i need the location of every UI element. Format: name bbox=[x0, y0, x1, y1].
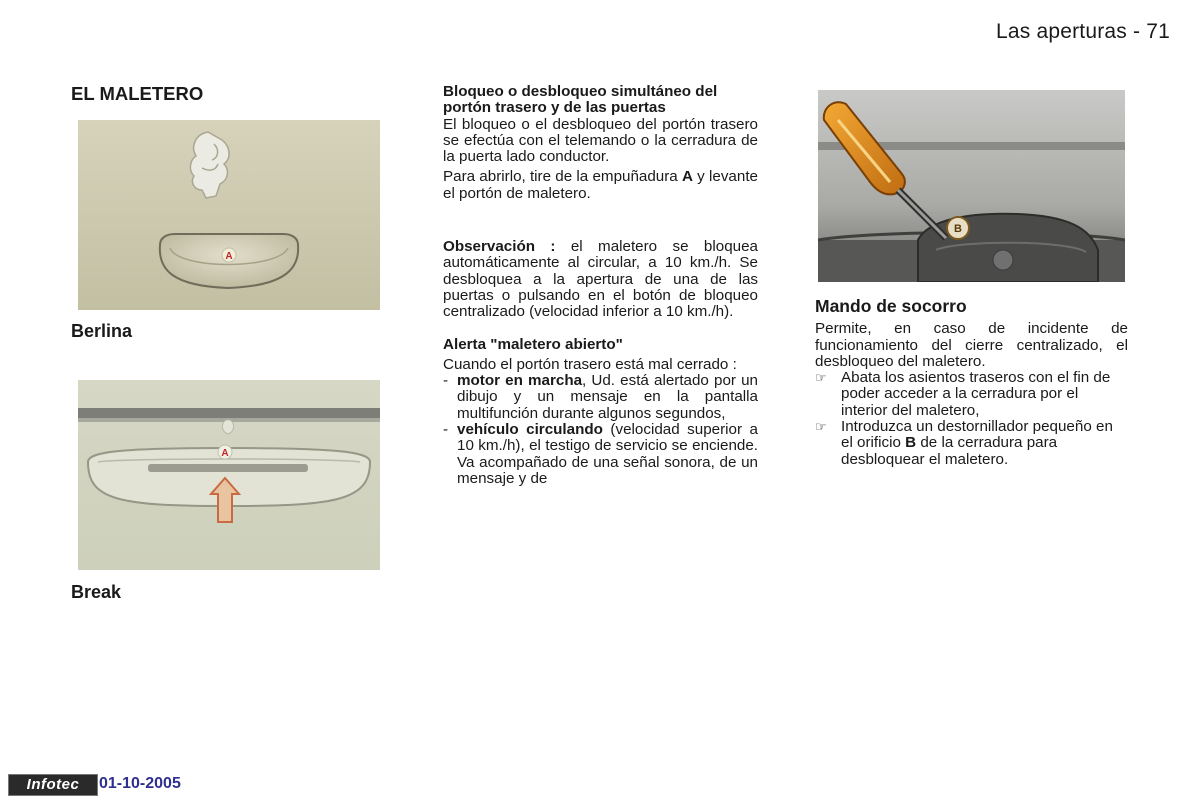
pointing-hand-icon: ☞ bbox=[815, 419, 827, 435]
handle-letter: A bbox=[681, 168, 693, 186]
paragraph-open bbox=[443, 169, 758, 202]
open-text-pre: Para abrirlo, tire de la empuñadura bbox=[443, 168, 682, 186]
paragraph-observation bbox=[443, 239, 758, 320]
list-item bbox=[815, 370, 1128, 419]
right-column bbox=[815, 298, 1128, 468]
middle-column bbox=[443, 84, 758, 487]
bullet-text: Abata los asientos traseros con el fin de poder acceder a la cerradura por el interior del maletero, bbox=[841, 369, 1111, 419]
observation-label: Observación : bbox=[443, 238, 556, 256]
orifice-letter: B bbox=[905, 434, 917, 452]
bullet-text-post: de la cerradura para desbloquear el maletero. bbox=[841, 434, 1058, 468]
list-item-bold: vehículo circulando bbox=[457, 421, 603, 439]
list-item bbox=[443, 422, 758, 487]
list-item bbox=[443, 373, 758, 422]
bullet-text-pre: Introduzca un destornillador pequeño en el orificio bbox=[841, 418, 1113, 452]
alert-intro: Cuando el portón trasero está mal cerrado : bbox=[443, 355, 737, 373]
list-item-text bbox=[457, 373, 758, 422]
break-trunk-image bbox=[78, 380, 380, 570]
label-a: A bbox=[225, 251, 233, 262]
page-number-header: Las aperturas - 71 bbox=[995, 20, 1170, 43]
open-text-post: y levante el portón de maletero. bbox=[443, 168, 758, 202]
break-trunk-illustration bbox=[78, 380, 380, 570]
list-item-text bbox=[457, 422, 758, 487]
screwdriver-lock-image bbox=[818, 90, 1125, 282]
section-title: EL MALETERO bbox=[71, 83, 204, 104]
footer-date: 01-10-2005 bbox=[99, 775, 181, 792]
dash-marker: - bbox=[443, 372, 449, 390]
screwdriver-illustration bbox=[818, 90, 1125, 282]
sedan-trunk-image bbox=[78, 120, 380, 310]
list-item bbox=[815, 419, 1128, 468]
heading-emergency-release: Mando de socorro bbox=[815, 296, 967, 316]
emergency-intro: Permite, en caso de incidente de funcionamiento del cierre centralizado, el desbloqueo del maletero. bbox=[815, 320, 1128, 370]
dash-marker: - bbox=[443, 421, 449, 439]
list-item-bold: motor en marcha bbox=[457, 372, 583, 390]
bullet-text bbox=[841, 419, 1128, 468]
label-b: B bbox=[954, 223, 962, 235]
list-item-rest: , Ud. está alertado por un dibujo y un mensaje en la pantalla multifunción durante algunos segundos, bbox=[457, 372, 758, 422]
label-a-break: A bbox=[221, 448, 229, 459]
paragraph-lock: El bloqueo o el desbloqueo del portón trasero se efectúa con el telemando o la cerradura de la puerta lado conductor. bbox=[443, 115, 758, 166]
infotec-logo: Infotec bbox=[8, 774, 98, 796]
heading-trunk-open-alert: Alerta "maletero abierto" bbox=[443, 335, 623, 353]
list-item-rest: (velocidad superior a 10 km./h), el testigo de servicio se enciende. Va acompañado de una señal sonora, de un mensaje y de bbox=[457, 421, 758, 487]
caption-berlina: Berlina bbox=[71, 321, 133, 341]
pointing-hand-icon: ☞ bbox=[815, 370, 827, 386]
heading-simultaneous-lock: Bloqueo o desbloqueo simultáneo del portón trasero y de las puertas bbox=[443, 83, 718, 117]
caption-break: Break bbox=[71, 582, 122, 602]
observation-text: el maletero se bloquea automáticamente al circular, a 10 km./h. Se desbloquea a la apertura de una de las puertas o pulsando en el botón de bloqueo centralizado (velocidad inferior a 10 km./h). bbox=[443, 238, 758, 321]
sedan-trunk-illustration bbox=[78, 120, 380, 310]
